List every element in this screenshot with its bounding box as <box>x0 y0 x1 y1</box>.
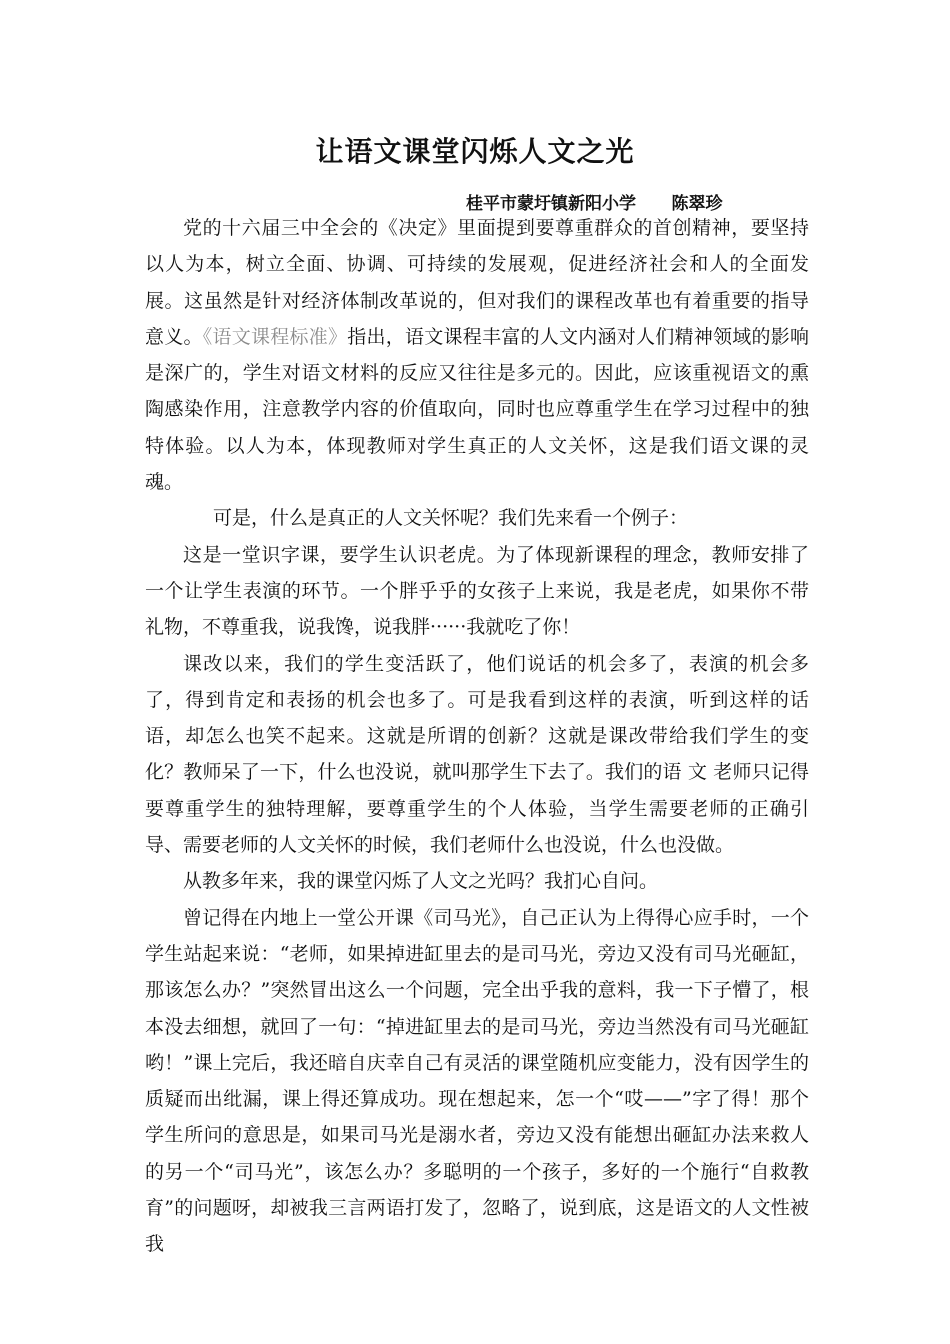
paragraph-1-text-b: 指出，语文课程丰富的人文内涵对人们精神领域的影响是深广的，学生对语文材料的反应又往往是多元的。因此，应该重视语文的熏陶感染作用，注意教学内容的价值取向，同时也应尊重学生在学习过程中的独特体验。以人为本，体现教师对学生真正的人文关怀，这是我们语文课的灵魂。 <box>145 325 809 494</box>
document-title: 让语文课堂闪烁人文之光 <box>315 135 635 168</box>
author-line: 桂平市蒙圩镇新阳小学 陈翠珍 <box>466 194 723 214</box>
paragraph-1-text-a: 党的十六届三中全会的《决定》里面提到要尊重群众的首创精神，要坚持以人为本，树立全面、协调、可持续的发展观，促进经济社会和人的全面发展。这虽然是针对经济体制改革说的，但对我们的课程改革也有着重要的指导意义。 <box>145 217 809 348</box>
curriculum-standard-reference: 《语文课程标准》 <box>202 325 348 348</box>
paragraph-5: 从教多年来，我的课堂闪烁了人文之光吗？我扪心自问。 <box>183 870 659 893</box>
paragraph-6: 曾记得在内地上一堂公开课《司马光》，自己正认为上得得心应手时，一个学生站起来说：“老师，如果掉进缸里去的是司马光，旁边又没有司马光砸缸，那该怎么办？”突然冒出这么一个问题，完全出乎我的意料，我一下子懵了，根本没去细想，就回了一句：“掉进缸里去的是司马光，旁边当然没有司马光砸缸哟！”课上完后，我还暗自庆幸自己有灵活的课堂随机应变能力，没有因学生的质疑而出纰漏，课上得还算成功。现在想起来，怎一个“哎——”字了得！那个学生所问的意思是，如果司马光是溺水者，旁边又没有能想出砸缸办法来救人的另一个“司马光”，该怎么办？多聪明的一个孩子，多好的一个施行“自救教育”的问题呀，却被我三言两语打发了，忽略了，说到底，这是语文的人文性被我 <box>145 906 809 1256</box>
paragraph-3: 这是一堂识字课，要学生认识老虎。为了体现新课程的理念，教师安排了一个让学生表演的环节。一个胖乎乎的女孩子上来说，我是老虎，如果你不带礼物，不尊重我，说我馋，说我胖······我就吃了你！ <box>145 543 809 639</box>
paragraph-2: 可是，什么是真正的人文关怀呢？我们先来看一个例子： <box>213 507 689 530</box>
paragraph-1 <box>145 210 809 500</box>
paragraph-4: 课改以来，我们的学生变活跃了，他们说话的机会多了，表演的机会多了，得到肯定和表扬的机会也多了。可是我看到这样的表演，听到这样的话语，却怎么也笑不起来。这就是所谓的创新？这就是课改带给我们学生的变化？教师呆了一下，什么也没说，就叫那学生下去了。我们的语 文 老师只记得要尊重学生的独特理解，要尊重学生的个人体验，当学生需要老师的正确引导、需要老师的人文关怀的时候，我们老师什么也没说，什么也没做。 <box>145 652 809 857</box>
document-body <box>145 210 809 1263</box>
